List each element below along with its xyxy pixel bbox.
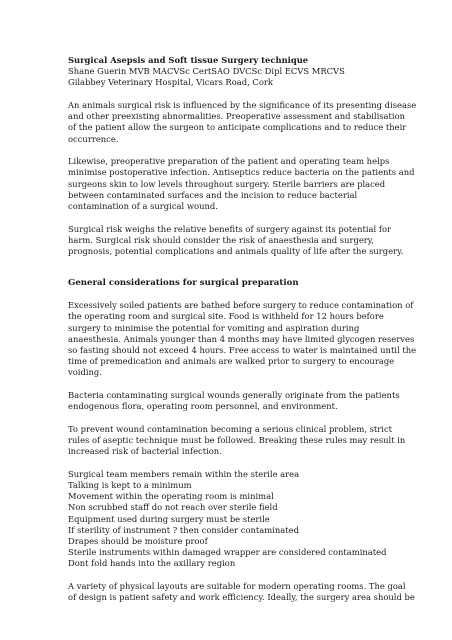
paragraph-line: An animals surgical risk is influenced by the significance of its presenting disease (68, 100, 417, 110)
intro-paragraph-2 (68, 156, 415, 212)
document-title: Surgical Asepsis and Soft tissue Surgery technique (68, 55, 309, 65)
paragraph-line: A variety of physical layouts are suitable for modern operating rooms. The goal (68, 581, 406, 592)
list-item: Surgical team members remain within the sterile area (68, 468, 300, 479)
paragraph-line: endogenous flora, operating room personnel, and environment. (68, 401, 338, 412)
affiliation-line: Gilabbey Veterinary Hospital, Vicars Road, Cork (68, 77, 273, 88)
paragraph-line: Bacteria contaminating surgical wounds generally originate from the patients (68, 390, 400, 401)
author-line: Shane Guerin MVB MACVSc CertSAO DVCSc Dipl ECVS MRCVS (68, 66, 345, 77)
paragraph-line: between contaminated surfaces and the incision to reduce bacterial (68, 189, 358, 200)
document-body (68, 55, 417, 603)
paragraph-line: voiding. (68, 367, 102, 378)
paragraph-line: increased risk of bacterial infection. (68, 446, 222, 457)
paragraph-line: Excessively soiled patients are bathed before surgery to reduce contamination of (68, 300, 414, 311)
intro-paragraph-3 (68, 223, 404, 258)
list-item: Dont fold hands into the axillary region (68, 558, 236, 569)
list-item: If sterility of instrument ? then consider contaminated (68, 524, 299, 535)
section-heading: General considerations for surgical preparation (68, 277, 299, 288)
paragraph-line: the operating room and surgical site. Food is withheld for 12 hours before (68, 311, 384, 322)
section-paragraph-3 (68, 423, 406, 458)
list-item: Talking is kept to a minimum (68, 480, 192, 491)
list-item: Equipment used during surgery must be sterile (68, 513, 270, 524)
paragraph-line: Likewise, preoperative preparation of the patient and operating team helps (68, 156, 390, 167)
paragraph-line: To prevent wound contamination becoming a serious clinical problem, strict (68, 423, 393, 434)
paragraph-line: minimise postoperative infection. Antiseptics reduce bacteria on the patients and (68, 167, 415, 178)
paragraph-line: harm. Surgical risk should consider the risk of anaesthesia and surgery, (68, 234, 375, 245)
paragraph-line: surgeons skin to low levels throughout surgery. Sterile barriers are placed (68, 178, 386, 189)
intro-paragraph-1 (68, 100, 417, 145)
paragraph-line: anaesthesia. Animals younger than 4 months may have limited glycogen reserves (68, 333, 415, 344)
paragraph-line: rules of aseptic technique must be followed. Breaking these rules may result in (68, 435, 406, 446)
section-paragraph-4 (68, 581, 415, 603)
section-paragraph-1 (68, 300, 417, 378)
section-paragraph-2 (68, 390, 398, 412)
paragraph-line: surgery to minimise the potential for vomiting and aspiration during (68, 322, 360, 333)
aseptic-rules-list (68, 469, 398, 570)
list-item: Non scrubbed staff do not reach over sterile field (68, 502, 278, 513)
paragraph-line: contamination of a surgical wound. (68, 201, 218, 212)
list-item: Sterile instruments within damaged wrapper are considered contaminated (68, 547, 387, 558)
paragraph-line: of design is patient safety and work efficiency. Ideally, the surgery area should be (68, 592, 415, 603)
paragraph-line: Surgical risk weighs the relative benefits of surgery against its potential for (68, 223, 392, 234)
list-item: Drapes should be moisture proof (68, 536, 208, 547)
paragraph-line: of the patient allow the surgeon to anticipate complications and to reduce their (68, 122, 407, 133)
paragraph-line: occurrence. (68, 133, 119, 144)
paragraph-line: and other preexisting abnormalities. Preoperative assessment and stabilisation (68, 111, 406, 122)
paragraph-line: time of premedication and animals are walked prior to surgery to encourage (68, 356, 395, 367)
paragraph-line: so fasting should not exceed 4 hours. Free access to water is maintained until the (68, 345, 417, 356)
list-item: Movement within the operating room is minimal (68, 491, 274, 502)
paragraph-line: prognosis, potential complications and animals quality of life after the surgery. (68, 246, 404, 257)
